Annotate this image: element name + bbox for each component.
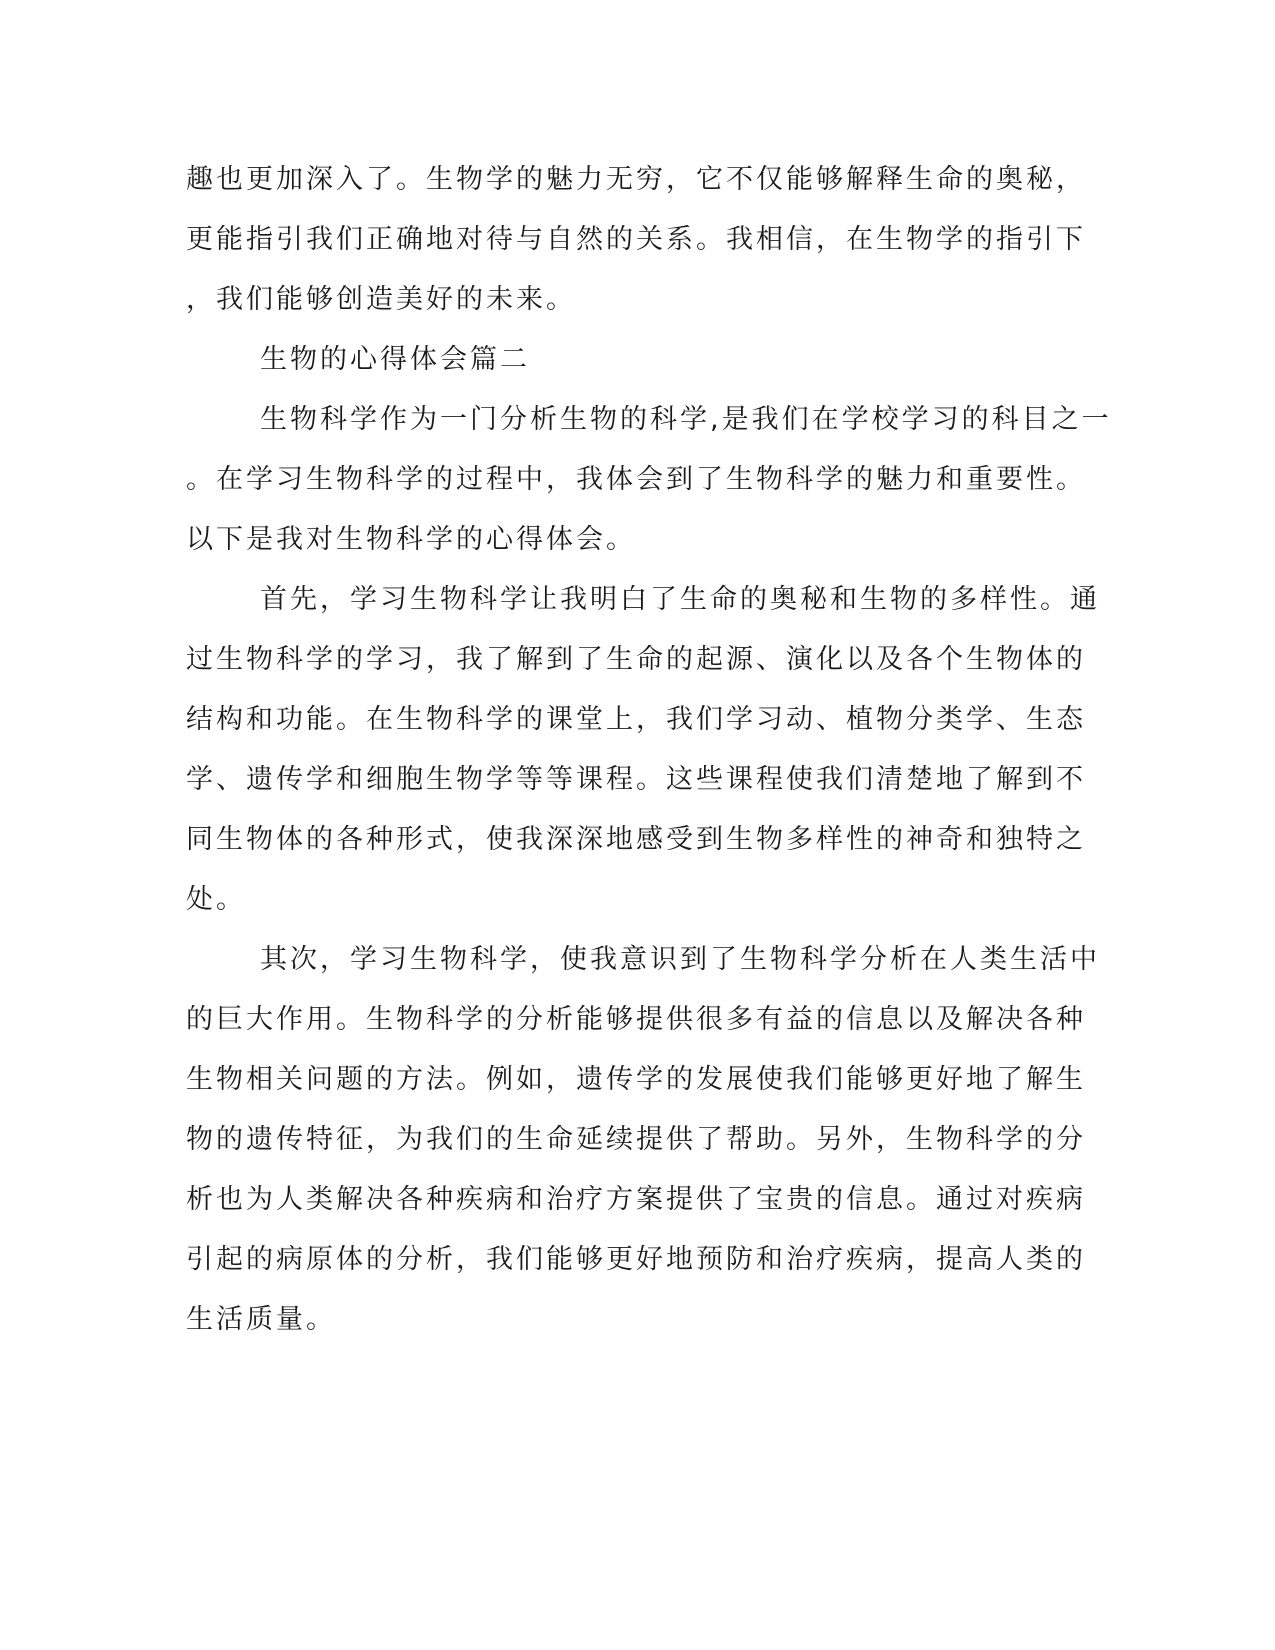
text-line: 的巨大作用。生物科学的分析能够提供很多有益的信息以及解决各种 [186,1004,1086,1035]
section-heading: 生物的心得体会篇二 [260,344,530,375]
text-line: 过生物科学的学习，我了解到了生命的起源、演化以及各个生物体的 [186,644,1086,675]
text-line: 引起的病原体的分析，我们能够更好地预防和治疗疾病，提高人类的 [186,1244,1086,1275]
text-line: 趣也更加深入了。生物学的魅力无穷，它不仅能够解释生命的奥秘， [186,164,1086,195]
text-line: 其次，学习生物科学，使我意识到了生物科学分析在人类生活中 [260,944,1100,975]
text-line: 学、遗传学和细胞生物学等等课程。这些课程使我们清楚地了解到不 [186,764,1086,795]
text-line: 处。 [186,884,246,915]
text-line: 。在学习生物科学的过程中，我体会到了生物科学的魅力和重要性。 [186,464,1086,495]
text-line: ，我们能够创造美好的未来。 [186,284,576,315]
text-line: 同生物体的各种形式，使我深深地感受到生物多样性的神奇和独特之 [186,824,1086,855]
text-line: 生活质量。 [186,1304,336,1335]
text-line: 物的遗传特征，为我们的生命延续提供了帮助。另外，生物科学的分 [186,1124,1086,1155]
text-line: 首先，学习生物科学让我明白了生命的奥秘和生物的多样性。通 [260,584,1100,615]
text-line: 以下是我对生物科学的心得体会。 [186,524,636,555]
text-line: 更能指引我们正确地对待与自然的关系。我相信，在生物学的指引下 [186,224,1086,255]
text-line: 结构和功能。在生物科学的课堂上，我们学习动、植物分类学、生态 [186,704,1086,735]
text-line: 生物相关问题的方法。例如，遗传学的发展使我们能够更好地了解生 [186,1064,1086,1095]
text-line: 生物科学作为一门分析生物的科学,是我们在学校学习的科目之一 [260,404,1112,435]
text-line: 析也为人类解决各种疾病和治疗方案提供了宝贵的信息。通过对疾病 [186,1184,1086,1215]
